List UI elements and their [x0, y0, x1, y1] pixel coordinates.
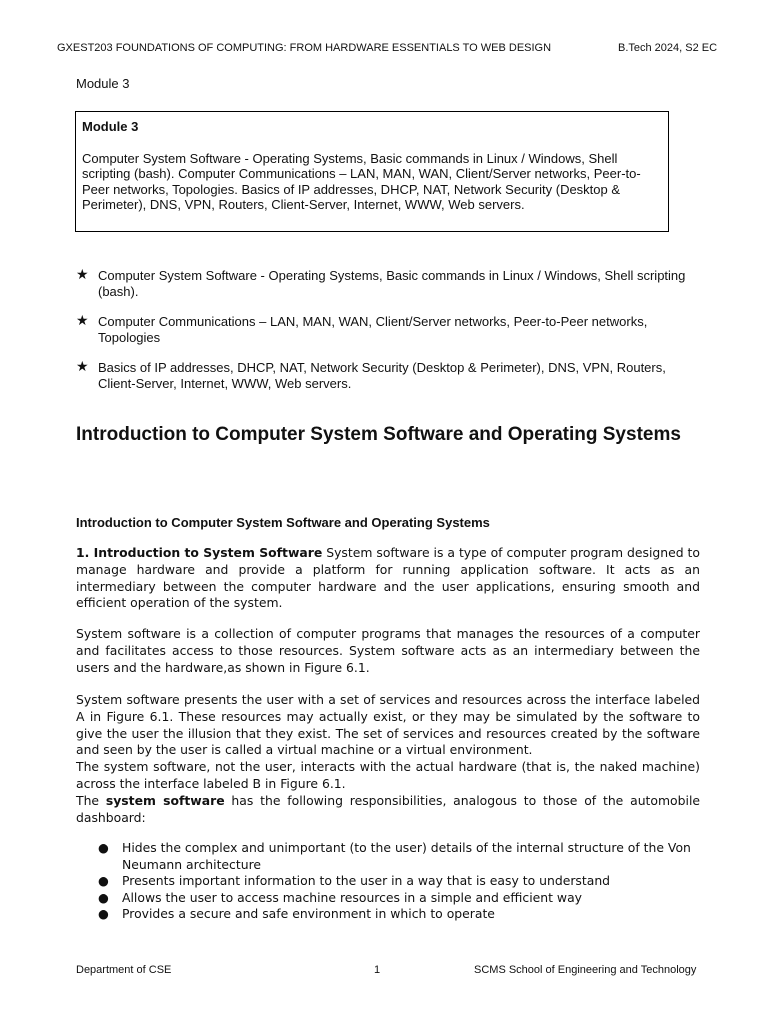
footer-institution: SCMS School of Engineering and Technology [474, 964, 697, 976]
header-batch: B.Tech 2024, S2 EC [618, 42, 718, 54]
syllabus-box [75, 111, 669, 232]
responsibilities-intro-bold: system software [105, 792, 225, 808]
responsibility-item-text: Presents important information to the user in a way that is easy to understand [122, 873, 611, 889]
bullet-icon: ● [98, 889, 109, 905]
star-icon: ★ [76, 312, 89, 328]
star-icon: ★ [76, 358, 89, 374]
responsibilities-intro-suffix: has the following responsibilities, analogous to those of the automobile dashboard: [76, 792, 701, 825]
bullet-icon: ● [98, 840, 109, 855]
responsibility-item [98, 890, 698, 907]
responsibility-item-text: Provides a secure and safe environment in which to operate [122, 906, 495, 922]
responsibilities-intro-prefix: The [76, 792, 106, 808]
paragraph-responsibilities-intro [76, 793, 700, 827]
header-course-title: GXEST203 FOUNDATIONS OF COMPUTING: FROM HARDWARE ESSENTIALS TO WEB DESIGN [57, 42, 552, 54]
paragraph-interfaces [76, 692, 700, 826]
responsibility-item-text: Hides the complex and unimportant (to the user) details of the internal structure of the Von Neumann architecture [122, 840, 691, 872]
responsibility-item-text: Allows the user to access machine resources in a simple and efficient way [122, 889, 582, 905]
paragraph-intro-text: System software is a type of computer program designed to manage hardware and provide a platform for running application software. It acts as an intermediary between the computer hardware and the user applications, ensuring smooth and efficient operation of the system. [76, 545, 700, 611]
topic-item [76, 360, 706, 391]
module-label: Module 3 [76, 76, 130, 91]
sub-heading: Introduction to Computer System Software and Operating Systems [76, 515, 490, 530]
paragraph-interface-b: The system software, not the user, interacts with the actual hardware (that is, the naked machine) across the interface labeled B in Figure 6.1. [76, 759, 700, 791]
topic-item-text: Basics of IP addresses, DHCP, NAT, Network Security (Desktop & Perimeter), DNS, VPN, Routers, Client-Server, Internet, WWW, Web servers. [98, 360, 666, 391]
responsibility-item [98, 873, 698, 890]
paragraph-intro [76, 545, 700, 612]
bullet-icon: ● [98, 906, 109, 922]
main-heading: Introduction to Computer System Software and Operating Systems [76, 424, 681, 445]
syllabus-text: Computer System Software - Operating Systems, Basic commands in Linux / Windows, Shell scripting (bash). Computer Communications – LAN, MAN, WAN, Client/Server networks, Peer-to-Peer networks, Topologies. Basics of IP addresses, DHCP, NAT, Network Security (Desktop & Perimeter), DNS, VPN, Routers, Client-Server, Internet, WWW, Web servers. [82, 150, 641, 212]
bullet-icon: ● [98, 873, 109, 889]
topic-item [76, 268, 706, 299]
responsibility-item [98, 906, 698, 923]
responsibility-list [98, 840, 698, 923]
paragraph-intro-lead: 1. Introduction to System Software [76, 545, 323, 560]
topic-item [76, 314, 706, 345]
paragraph-interface-a: System software presents the user with a set of services and resources across the interface labeled A in Figure 6.1. These resources may actually exist, or they may be simulated by the software to give the user the illusion that they exist. The set of services and resources created by the software and seen by the user is called a virtual machine or a virtual environment. [76, 692, 700, 758]
topic-item-text: Computer Communications – LAN, MAN, WAN, Client/Server networks, Peer-to-Peer networks, Topologies [98, 314, 648, 345]
footer-page-number: 1 [374, 964, 381, 976]
responsibility-item [98, 840, 698, 873]
paragraph-definition: System software is a collection of computer programs that manages the resources of a computer and facilitates access to those resources. System software acts as an intermediary between the users and the hardware,as shown in Figure 6.1. [76, 626, 700, 675]
topic-item-text: Computer System Software - Operating Systems, Basic commands in Linux / Windows, Shell scripting (bash). [98, 268, 686, 299]
topic-list [76, 268, 706, 406]
syllabus-title: Module 3 [82, 119, 139, 134]
footer-department: Department of CSE [76, 964, 172, 976]
star-icon: ★ [76, 266, 89, 282]
